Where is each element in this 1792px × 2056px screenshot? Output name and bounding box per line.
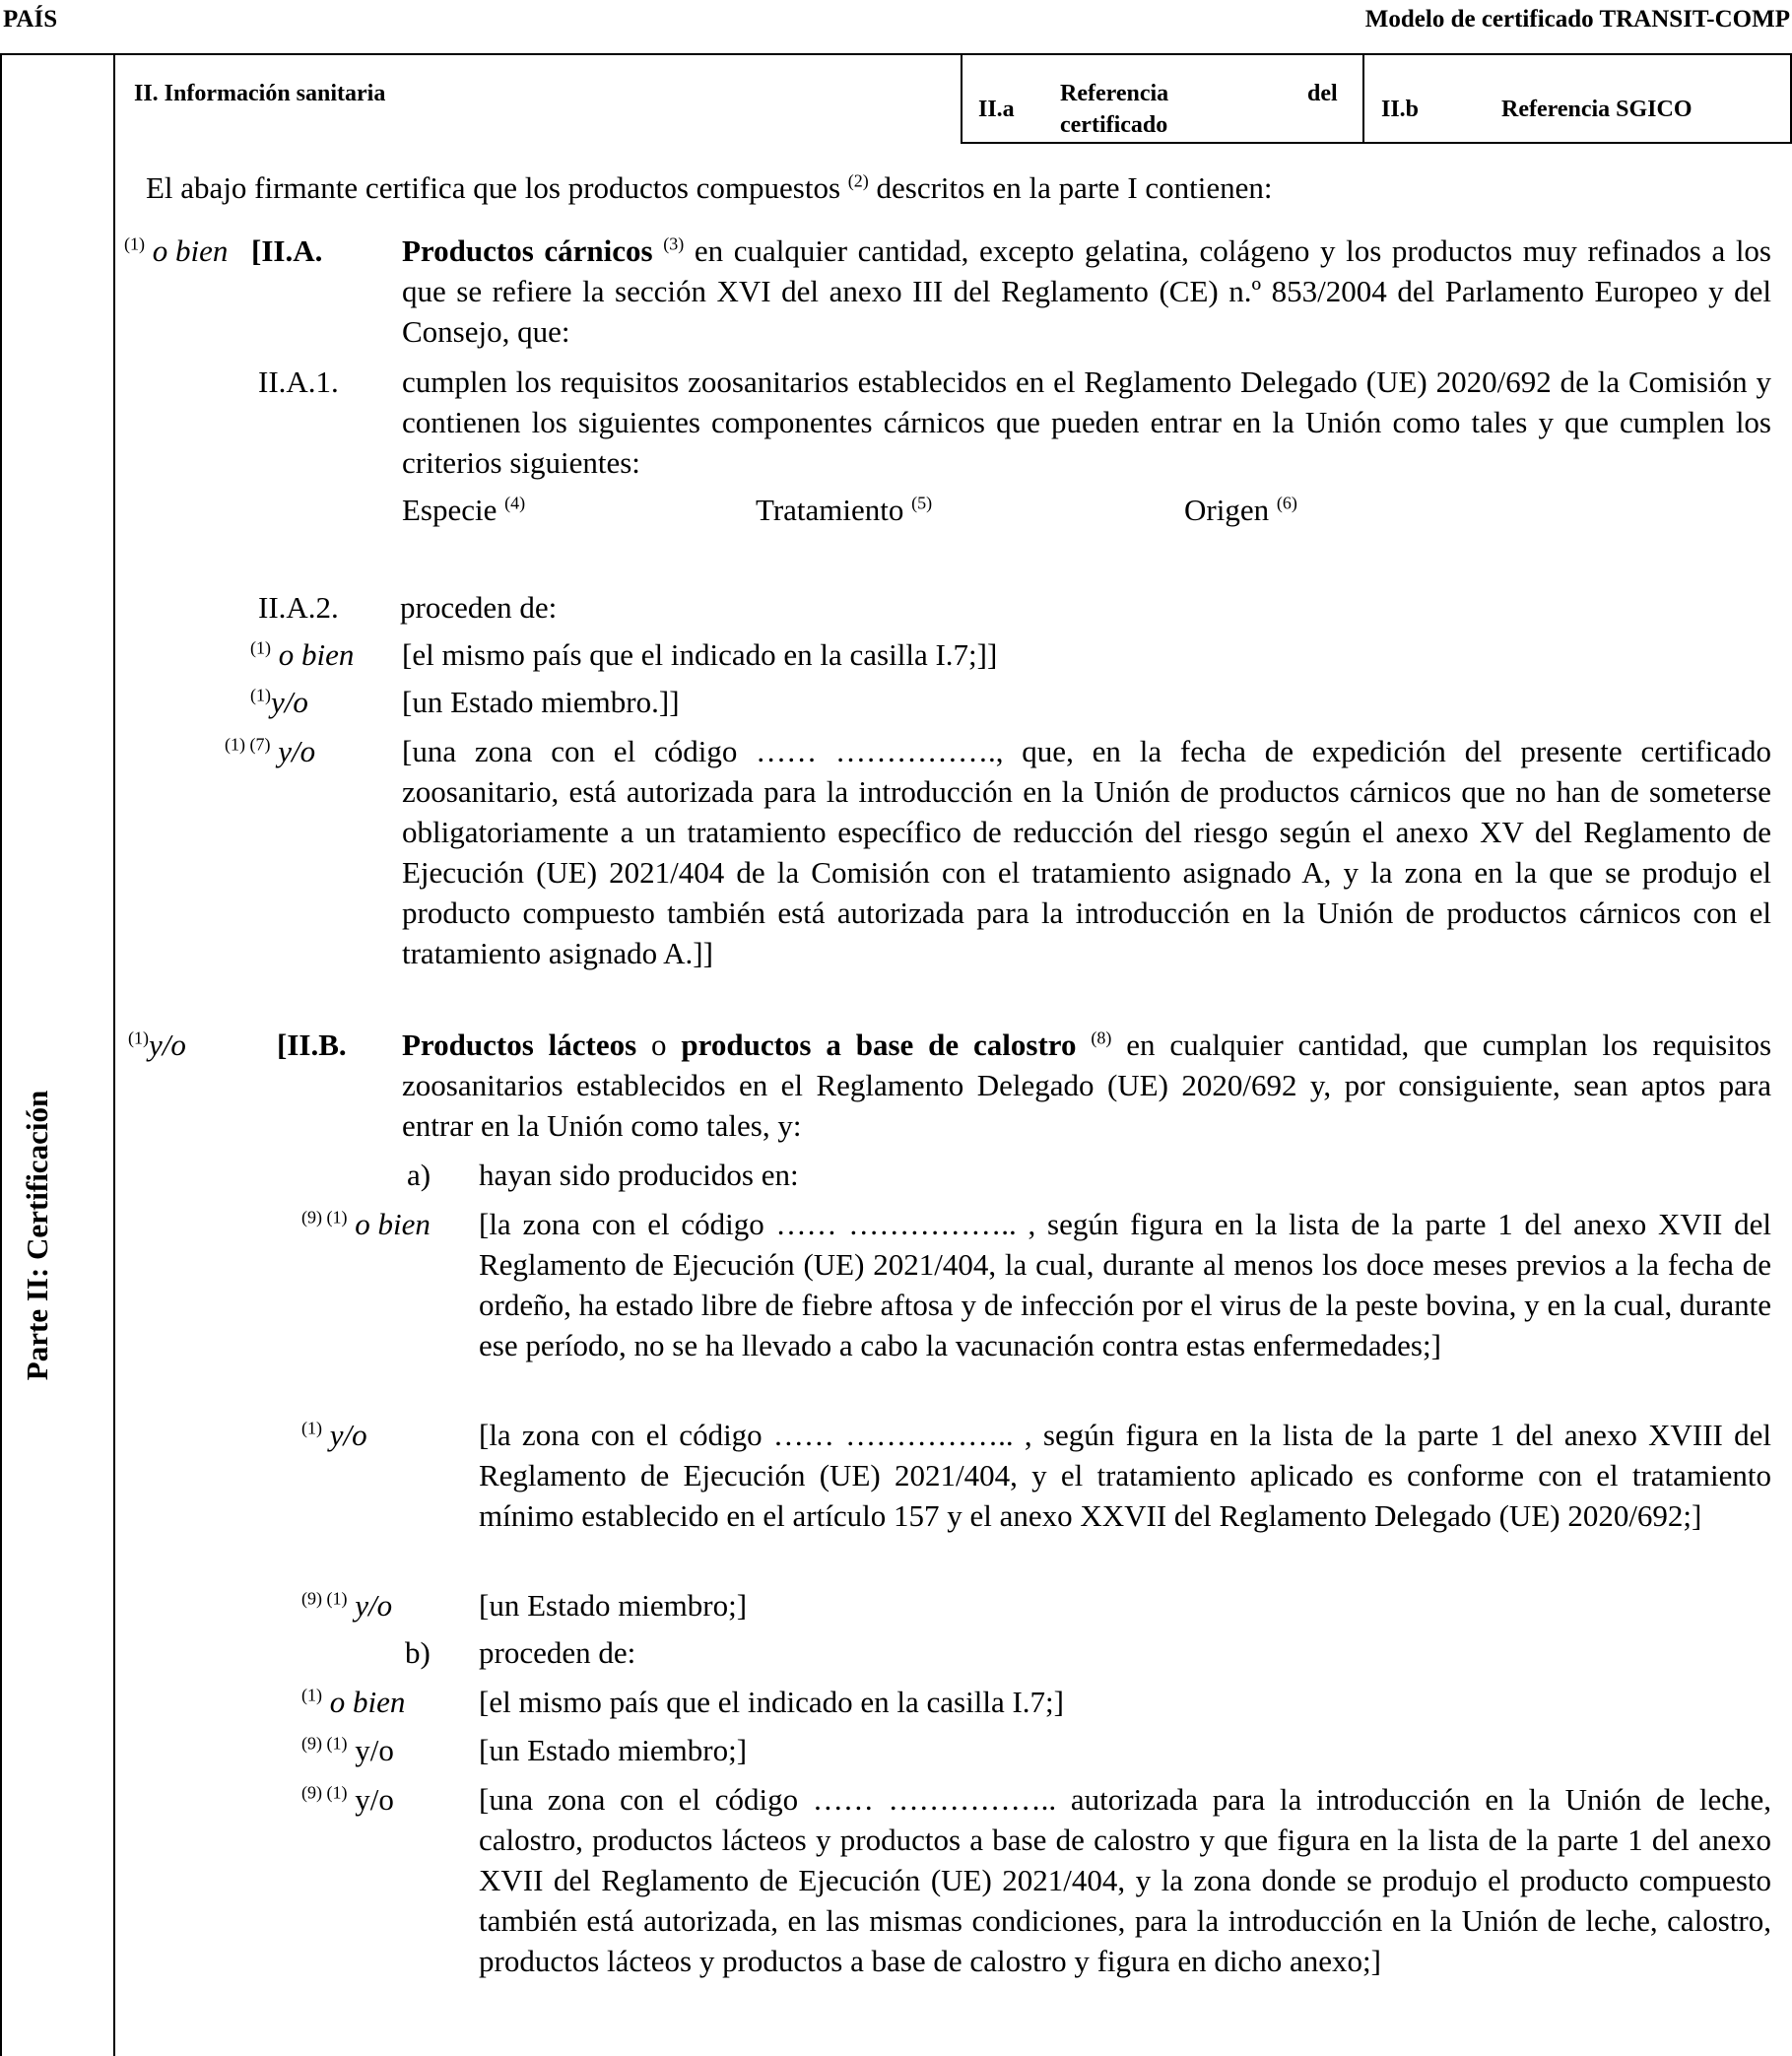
column-treatment-label: Tratamiento	[756, 493, 904, 527]
iib-b1-label	[301, 1682, 405, 1722]
iia-text: en cualquier cantidad, excepto gelatina, colágeno y los productos muy refinados a los que se refiere la sección XVI del anexo III del Reglamento (CE) n.º 853/2004 del Parlamento Europeo y del Consejo, que:	[402, 233, 1771, 349]
ref-b-code: II.b	[1381, 97, 1420, 122]
iib-b-letter: b)	[405, 1635, 431, 1670]
ref-b-left-border	[1362, 53, 1364, 144]
certificate-model-label: Modelo de certificado TRANSIT-COMP	[1364, 6, 1790, 33]
iib-connector: o	[636, 1028, 682, 1062]
iib-a3-choice: y/o	[355, 1588, 393, 1623]
iib-code: [II.B.	[277, 1028, 347, 1062]
column-origin-footnote: (6)	[1276, 493, 1297, 513]
iia2-opt1-text: [el mismo país que el indicado en la casilla I.7;]]	[402, 637, 998, 672]
iib-choice: y/o	[149, 1028, 186, 1062]
iia-choice: o bien	[152, 233, 229, 268]
section-title: II. Información sanitaria	[134, 81, 386, 106]
iib-a-text: hayan sido producidos en:	[479, 1158, 799, 1192]
side-label: Parte II: Certificación	[20, 1090, 54, 1381]
iib-b-text: proceden de:	[479, 1635, 636, 1670]
iia-bold-title: Productos cárnicos	[402, 233, 653, 268]
column-treatment-footnote: (5)	[911, 493, 933, 513]
iib-b2-label	[301, 1730, 394, 1770]
iia2-opt2-text: [un Estado miembro.]]	[402, 685, 680, 719]
iib-b2-text: [un Estado miembro;]	[479, 1733, 748, 1767]
iib-a2-label	[301, 1415, 367, 1455]
top-border	[0, 53, 1792, 55]
iib-b3-choice: y/o	[355, 1782, 394, 1817]
iib-b3-text: [una zona con el código …… …………….. autorizada para la introducción en la Unión de leche, calostro, productos lácteos y productos a base de calostro y que figura en la lista de la parte 1 del anexo XVII del Reglamento de Ejecución (UE) 2021/404, y la zona donde se produjo el producto compuesto también está autorizada, en las mismas condiciones, para la introducción en la Unión de leche, calostro, productos lácteos y productos a base de calostro y figura en dicho anexo;]	[479, 1782, 1771, 1978]
iib-bold-title-2: productos a base de calostro	[681, 1028, 1077, 1062]
country-label: PAÍS	[3, 6, 58, 33]
ref-a-label-2: del	[1307, 81, 1338, 106]
iib-b1-choice: o bien	[329, 1685, 406, 1719]
iib-bold-footnote: (8)	[1091, 1028, 1112, 1048]
column-species-footnote: (4)	[504, 493, 526, 513]
intro-paragraph	[146, 167, 1273, 208]
iia2-opt1-footnote: (1)	[250, 637, 271, 658]
iia2-opt2-label	[250, 682, 308, 722]
iib-footnote: (1)	[128, 1028, 149, 1048]
iib-a3-text: [un Estado miembro;]	[479, 1588, 748, 1623]
iia2-opt2-choice: y/o	[271, 685, 308, 719]
iia2-code: II.A.2.	[258, 590, 339, 625]
intro-footnote: (2)	[847, 170, 869, 191]
iib-b3-label	[301, 1779, 394, 1820]
iib-a3-label	[301, 1585, 392, 1625]
iia2-text: proceden de:	[400, 590, 558, 625]
iib-b3-footnote: (9) (1)	[301, 1782, 348, 1803]
iia1-code: II.A.1.	[258, 365, 339, 399]
iib-option-label	[128, 1025, 186, 1065]
iia2-opt3-label	[225, 731, 315, 771]
intro-text-before: El abajo firmante certifica que los productos compuestos	[146, 170, 848, 205]
left-border	[0, 53, 2, 2056]
iia2-opt3-footnote: (1) (7)	[225, 734, 271, 755]
header-row-bottom-border	[961, 142, 1792, 144]
iia-option-label	[124, 231, 228, 271]
iia2-opt3-text: [una zona con el código …… ……………., que, en la fecha de expedición del presente certificado zoosanitario, está autorizada para la introducción en la Unión de productos cárnicos que no han de someterse obligatoriamente a un tratamiento específico de reducción del riesgo según el anexo XV del Reglamento de Ejecución (UE) 2021/404 de la Comisión con el tratamiento asignado A, y la zona en la que se produjo el producto compuesto también está autorizada para la introducción en la Unión de productos cárnicos con el tratamiento asignado A.]]	[402, 734, 1771, 970]
iib-a1-footnote: (9) (1)	[301, 1207, 348, 1227]
iia-paragraph	[402, 231, 1771, 352]
intro-text-after: descritos en la parte I contienen:	[868, 170, 1273, 205]
ref-a-left-border	[961, 53, 962, 144]
iia-code: [II.A.	[251, 233, 323, 268]
iib-a1-label	[301, 1204, 431, 1244]
iia1-text: cumplen los requisitos zoosanitarios establecidos en el Reglamento Delegado (UE) 2020/692 de la Comisión y contienen los siguientes componentes cárnicos que pueden entrar en la Unión como tales y que cumplen los criterios siguientes:	[402, 365, 1771, 480]
iib-a1-text: [la zona con el código …… …………….. , según figura en la lista de la parte 1 del anexo XVII del Reglamento de Ejecución (UE) 2021/404, la cual, durante al menos los doce meses previos a la fecha de ordeño, ha estado libre de fiebre aftosa y de infección por el virus de la peste bovina, y en la cual, durante ese período, no se ha llevado a cabo la vacunación contra estas enfermedades;]	[479, 1207, 1771, 1362]
column-species-label: Especie	[402, 493, 498, 527]
iib-paragraph	[402, 1025, 1771, 1146]
column-treatment	[756, 490, 932, 530]
iib-text: en cualquier cantidad, que cumplan los requisitos zoosanitarios establecidos en el Reglamento Delegado (UE) 2020/692 y, por consiguiente, sean aptos para entrar en la Unión como tales, y:	[402, 1028, 1772, 1143]
iia2-opt2-footnote: (1)	[250, 685, 271, 705]
iia2-opt3-choice: y/o	[278, 734, 316, 768]
iib-a-letter: a)	[407, 1158, 431, 1192]
iib-a3-footnote: (9) (1)	[301, 1588, 348, 1609]
iib-a1-choice: o bien	[355, 1207, 431, 1241]
ref-a-label-3: certificado	[1060, 112, 1168, 138]
side-column-divider	[113, 53, 115, 2056]
iib-b1-text: [el mismo país que el indicado en la casilla I.7;]	[479, 1685, 1064, 1719]
ref-a-label-1: Referencia	[1060, 81, 1169, 106]
column-origin-label: Origen	[1184, 493, 1270, 527]
iib-bold-title-1: Productos lácteos	[402, 1028, 637, 1062]
iib-a2-text: [la zona con el código …… …………….. , según figura en la lista de la parte 1 del anexo XVIII del Reglamento de Ejecución (UE) 2021/404, y el tratamiento aplicado es conforme con el tratamiento mínimo establecido en el artículo 157 y el anexo XXVII del Reglamento Delegado (UE) 2020/692;]	[479, 1418, 1771, 1533]
iia2-opt1-label	[250, 634, 354, 675]
iib-b2-choice: y/o	[355, 1733, 394, 1767]
column-species	[402, 490, 525, 530]
column-origin	[1184, 490, 1297, 530]
iib-b1-footnote: (1)	[301, 1685, 322, 1705]
iia-footnote: (1)	[124, 233, 145, 254]
iib-a2-choice: y/o	[329, 1418, 367, 1452]
ref-a-code: II.a	[978, 97, 1015, 122]
iib-b2-footnote: (9) (1)	[301, 1733, 348, 1754]
iia2-opt1-choice: o bien	[278, 637, 355, 672]
ref-b-label: Referencia SGICO	[1501, 97, 1692, 122]
iib-a2-footnote: (1)	[301, 1418, 322, 1438]
iia-bold-footnote: (3)	[663, 233, 685, 254]
